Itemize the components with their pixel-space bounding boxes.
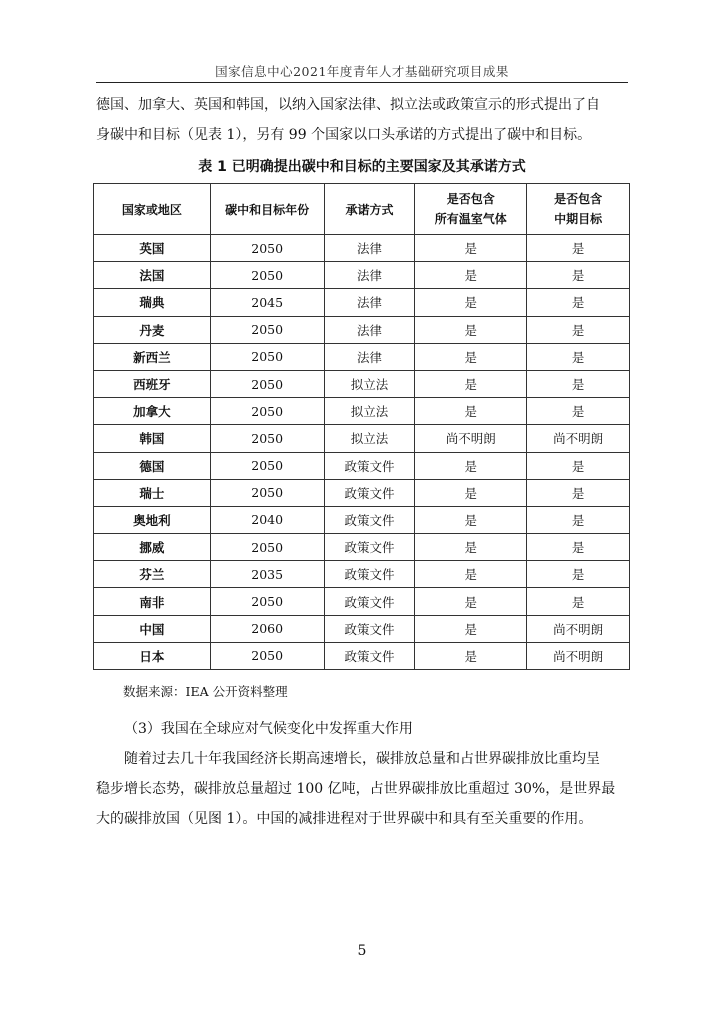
cell-interim: 是: [527, 506, 630, 533]
table-row: [94, 615, 630, 642]
cell-all-ghg: 是: [415, 479, 527, 506]
cell-country: 中国: [94, 615, 211, 642]
cell-year: 2050: [210, 343, 324, 370]
cell-country: 法国: [94, 262, 211, 289]
cell-method: 政策文件: [324, 479, 415, 506]
table-row: [94, 479, 630, 506]
cell-all-ghg: 是: [415, 642, 527, 669]
header-all-ghg-line1: 是否包含: [446, 192, 495, 206]
table-row: [94, 343, 630, 370]
carbon-neutrality-table: [93, 183, 630, 670]
paragraph-line: 稳步增长态势，碳排放总量超过 100 亿吨，占世界碳排放比重超过 30%，是世界最: [96, 781, 616, 797]
cell-year: 2050: [210, 642, 324, 669]
section-heading: （3）我国在全球应对气候变化中发挥重大作用: [124, 721, 413, 737]
cell-all-ghg: 是: [415, 534, 527, 561]
cell-interim: 是: [527, 479, 630, 506]
cell-year: 2050: [210, 588, 324, 615]
cell-method: 政策文件: [324, 534, 415, 561]
cell-country: 芬兰: [94, 561, 211, 588]
cell-country: 瑞士: [94, 479, 211, 506]
intro-paragraph: [96, 90, 628, 150]
header-interim-target: [527, 184, 630, 235]
cell-all-ghg: 是: [415, 615, 527, 642]
table-title: 表 1 已明确提出碳中和目标的主要国家及其承诺方式: [198, 159, 526, 175]
cell-interim: 是: [527, 534, 630, 561]
table-source-note: 数据来源：IEA 公开资料整理: [123, 684, 288, 699]
table-row: [94, 642, 630, 669]
cell-country: 韩国: [94, 425, 211, 452]
cell-country: 奥地利: [94, 506, 211, 533]
cell-method: 法律: [324, 316, 415, 343]
header-all-ghg: [415, 184, 527, 235]
table-row: [94, 262, 630, 289]
cell-year: 2050: [210, 370, 324, 397]
cell-method: 政策文件: [324, 452, 415, 479]
cell-year: 2050: [210, 452, 324, 479]
cell-year: 2050: [210, 262, 324, 289]
cell-all-ghg: 是: [415, 343, 527, 370]
cell-all-ghg: 是: [415, 452, 527, 479]
paragraph-line: 大的碳排放国（见图 1）。中国的减排进程对于世界碳中和具有至关重要的作用。: [96, 811, 593, 827]
table-row: [94, 561, 630, 588]
cell-all-ghg: 尚不明朗: [415, 425, 527, 452]
cell-all-ghg: 是: [415, 235, 527, 262]
cell-all-ghg: 是: [415, 370, 527, 397]
cell-method: 政策文件: [324, 615, 415, 642]
cell-method: 拟立法: [324, 370, 415, 397]
cell-country: 瑞典: [94, 289, 211, 316]
cell-year: 2045: [210, 289, 324, 316]
table-row: [94, 370, 630, 397]
cell-country: 德国: [94, 452, 211, 479]
table-row: [94, 534, 630, 561]
cell-interim: 是: [527, 289, 630, 316]
cell-all-ghg: 是: [415, 262, 527, 289]
cell-interim: 是: [527, 235, 630, 262]
header-target-year: 碳中和目标年份: [210, 184, 324, 235]
cell-year: 2035: [210, 561, 324, 588]
cell-country: 加拿大: [94, 398, 211, 425]
cell-all-ghg: 是: [415, 561, 527, 588]
cell-interim: 是: [527, 561, 630, 588]
section-paragraph: [96, 714, 628, 834]
header-interim-line2: 中期目标: [554, 212, 603, 226]
cell-year: 2040: [210, 506, 324, 533]
table-header-row: [94, 184, 630, 235]
cell-interim: 是: [527, 262, 630, 289]
cell-all-ghg: 是: [415, 398, 527, 425]
cell-method: 政策文件: [324, 561, 415, 588]
table-row: [94, 316, 630, 343]
header-interim-line1: 是否包含: [554, 192, 603, 206]
running-header: 国家信息中心2021年度青年人才基础研究项目成果: [215, 64, 509, 79]
cell-year: 2050: [210, 316, 324, 343]
cell-method: 法律: [324, 235, 415, 262]
cell-all-ghg: 是: [415, 506, 527, 533]
cell-interim: 尚不明朗: [527, 615, 630, 642]
cell-year: 2050: [210, 398, 324, 425]
cell-interim: 是: [527, 370, 630, 397]
cell-method: 法律: [324, 343, 415, 370]
cell-interim: 尚不明朗: [527, 425, 630, 452]
table-row: [94, 289, 630, 316]
cell-year: 2050: [210, 425, 324, 452]
cell-interim: 是: [527, 398, 630, 425]
cell-method: 政策文件: [324, 506, 415, 533]
cell-year: 2050: [210, 235, 324, 262]
table-row: [94, 398, 630, 425]
header-country: 国家或地区: [94, 184, 211, 235]
table-row: [94, 425, 630, 452]
cell-method: 拟立法: [324, 398, 415, 425]
table-row: [94, 235, 630, 262]
cell-country: 新西兰: [94, 343, 211, 370]
cell-country: 西班牙: [94, 370, 211, 397]
cell-all-ghg: 是: [415, 289, 527, 316]
cell-interim: 是: [527, 316, 630, 343]
paragraph-line: 德国、加拿大、英国和韩国，以纳入国家法律、拟立法或政策宣示的形式提出了自: [96, 97, 600, 113]
header-divider: [96, 82, 628, 83]
cell-country: 挪威: [94, 534, 211, 561]
header-commitment: 承诺方式: [324, 184, 415, 235]
page-number: 5: [357, 943, 367, 959]
cell-method: 法律: [324, 289, 415, 316]
cell-country: 英国: [94, 235, 211, 262]
header-all-ghg-line2: 所有温室气体: [434, 212, 507, 226]
cell-year: 2050: [210, 534, 324, 561]
cell-country: 丹麦: [94, 316, 211, 343]
table-row: [94, 506, 630, 533]
cell-country: 日本: [94, 642, 211, 669]
cell-country: 南非: [94, 588, 211, 615]
cell-all-ghg: 是: [415, 588, 527, 615]
cell-year: 2050: [210, 479, 324, 506]
cell-year: 2060: [210, 615, 324, 642]
cell-interim: 是: [527, 588, 630, 615]
table-row: [94, 452, 630, 479]
cell-interim: 尚不明朗: [527, 642, 630, 669]
cell-method: 政策文件: [324, 642, 415, 669]
paragraph-line: 身碳中和目标（见表 1），另有 99 个国家以口头承诺的方式提出了碳中和目标。: [96, 127, 592, 143]
cell-method: 法律: [324, 262, 415, 289]
cell-interim: 是: [527, 343, 630, 370]
cell-interim: 是: [527, 452, 630, 479]
cell-all-ghg: 是: [415, 316, 527, 343]
table-row: [94, 588, 630, 615]
cell-method: 拟立法: [324, 425, 415, 452]
cell-method: 政策文件: [324, 588, 415, 615]
paragraph-line: 随着过去几十年我国经济长期高速增长，碳排放总量和占世界碳排放比重均呈: [124, 751, 600, 767]
